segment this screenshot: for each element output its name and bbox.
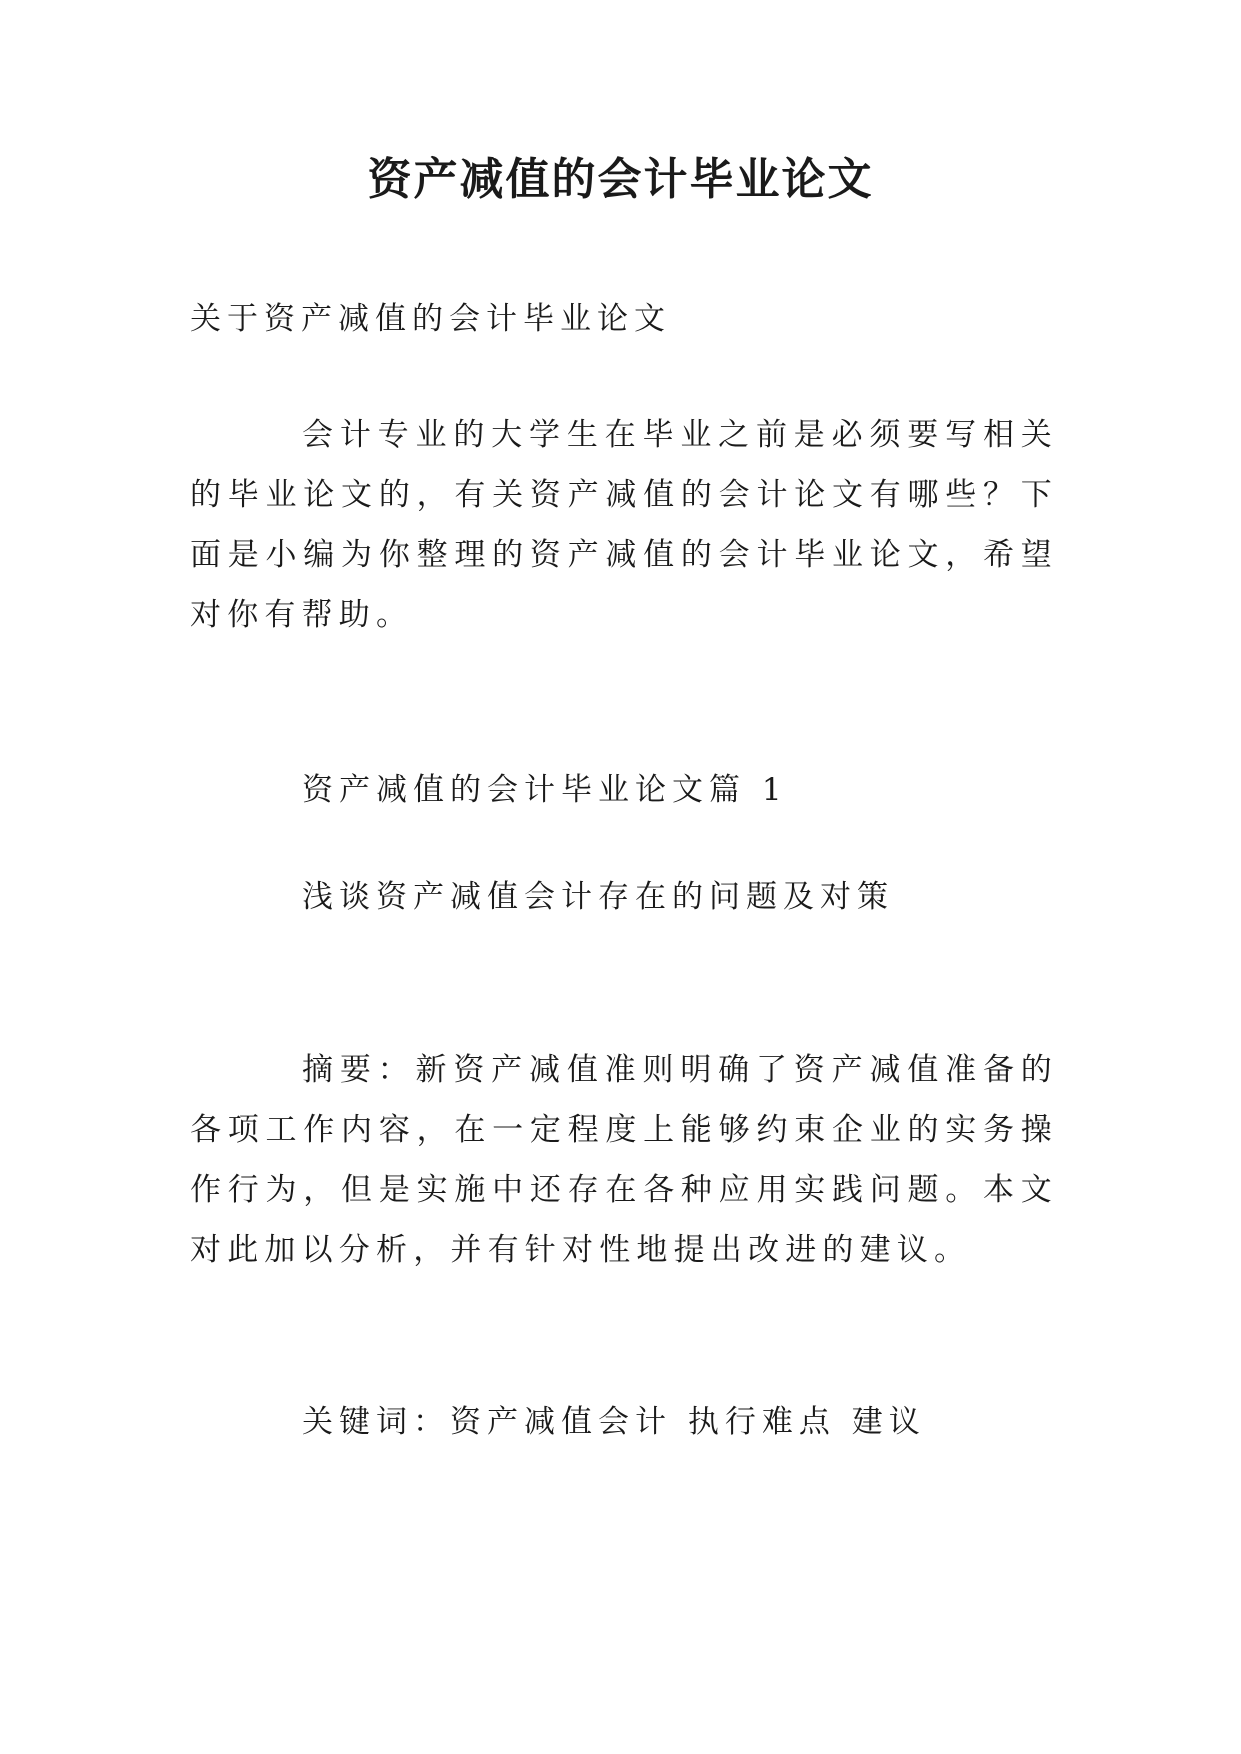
abstract-paragraph: 摘要：新资产减值准则明确了资产减值准备的各项工作内容，在一定程度上能够约束企业的实务操作行为，但是实施中还存在各种应用实践问题。本文对此加以分析，并有针对性地提出改进的建议。 xyxy=(190,1052,1058,1268)
intro-paragraph: 会计专业的大学生在毕业之前是必须要写相关的毕业论文的，有关资产减值的会计论文有哪些？下面是小编为你整理的资产减值的会计毕业论文，希望对你有帮助。 xyxy=(190,417,1058,633)
document-title: 资产减值的会计毕业论文 xyxy=(367,154,874,205)
document-subtitle: 关于资产减值的会计毕业论文 xyxy=(190,301,671,337)
article-title: 浅谈资产减值会计存在的问题及对策 xyxy=(302,879,894,915)
keywords-line: 关键词：资产减值会计 执行难点 建议 xyxy=(302,1404,926,1440)
section-heading: 资产减值的会计毕业论文篇 1 xyxy=(302,772,788,808)
